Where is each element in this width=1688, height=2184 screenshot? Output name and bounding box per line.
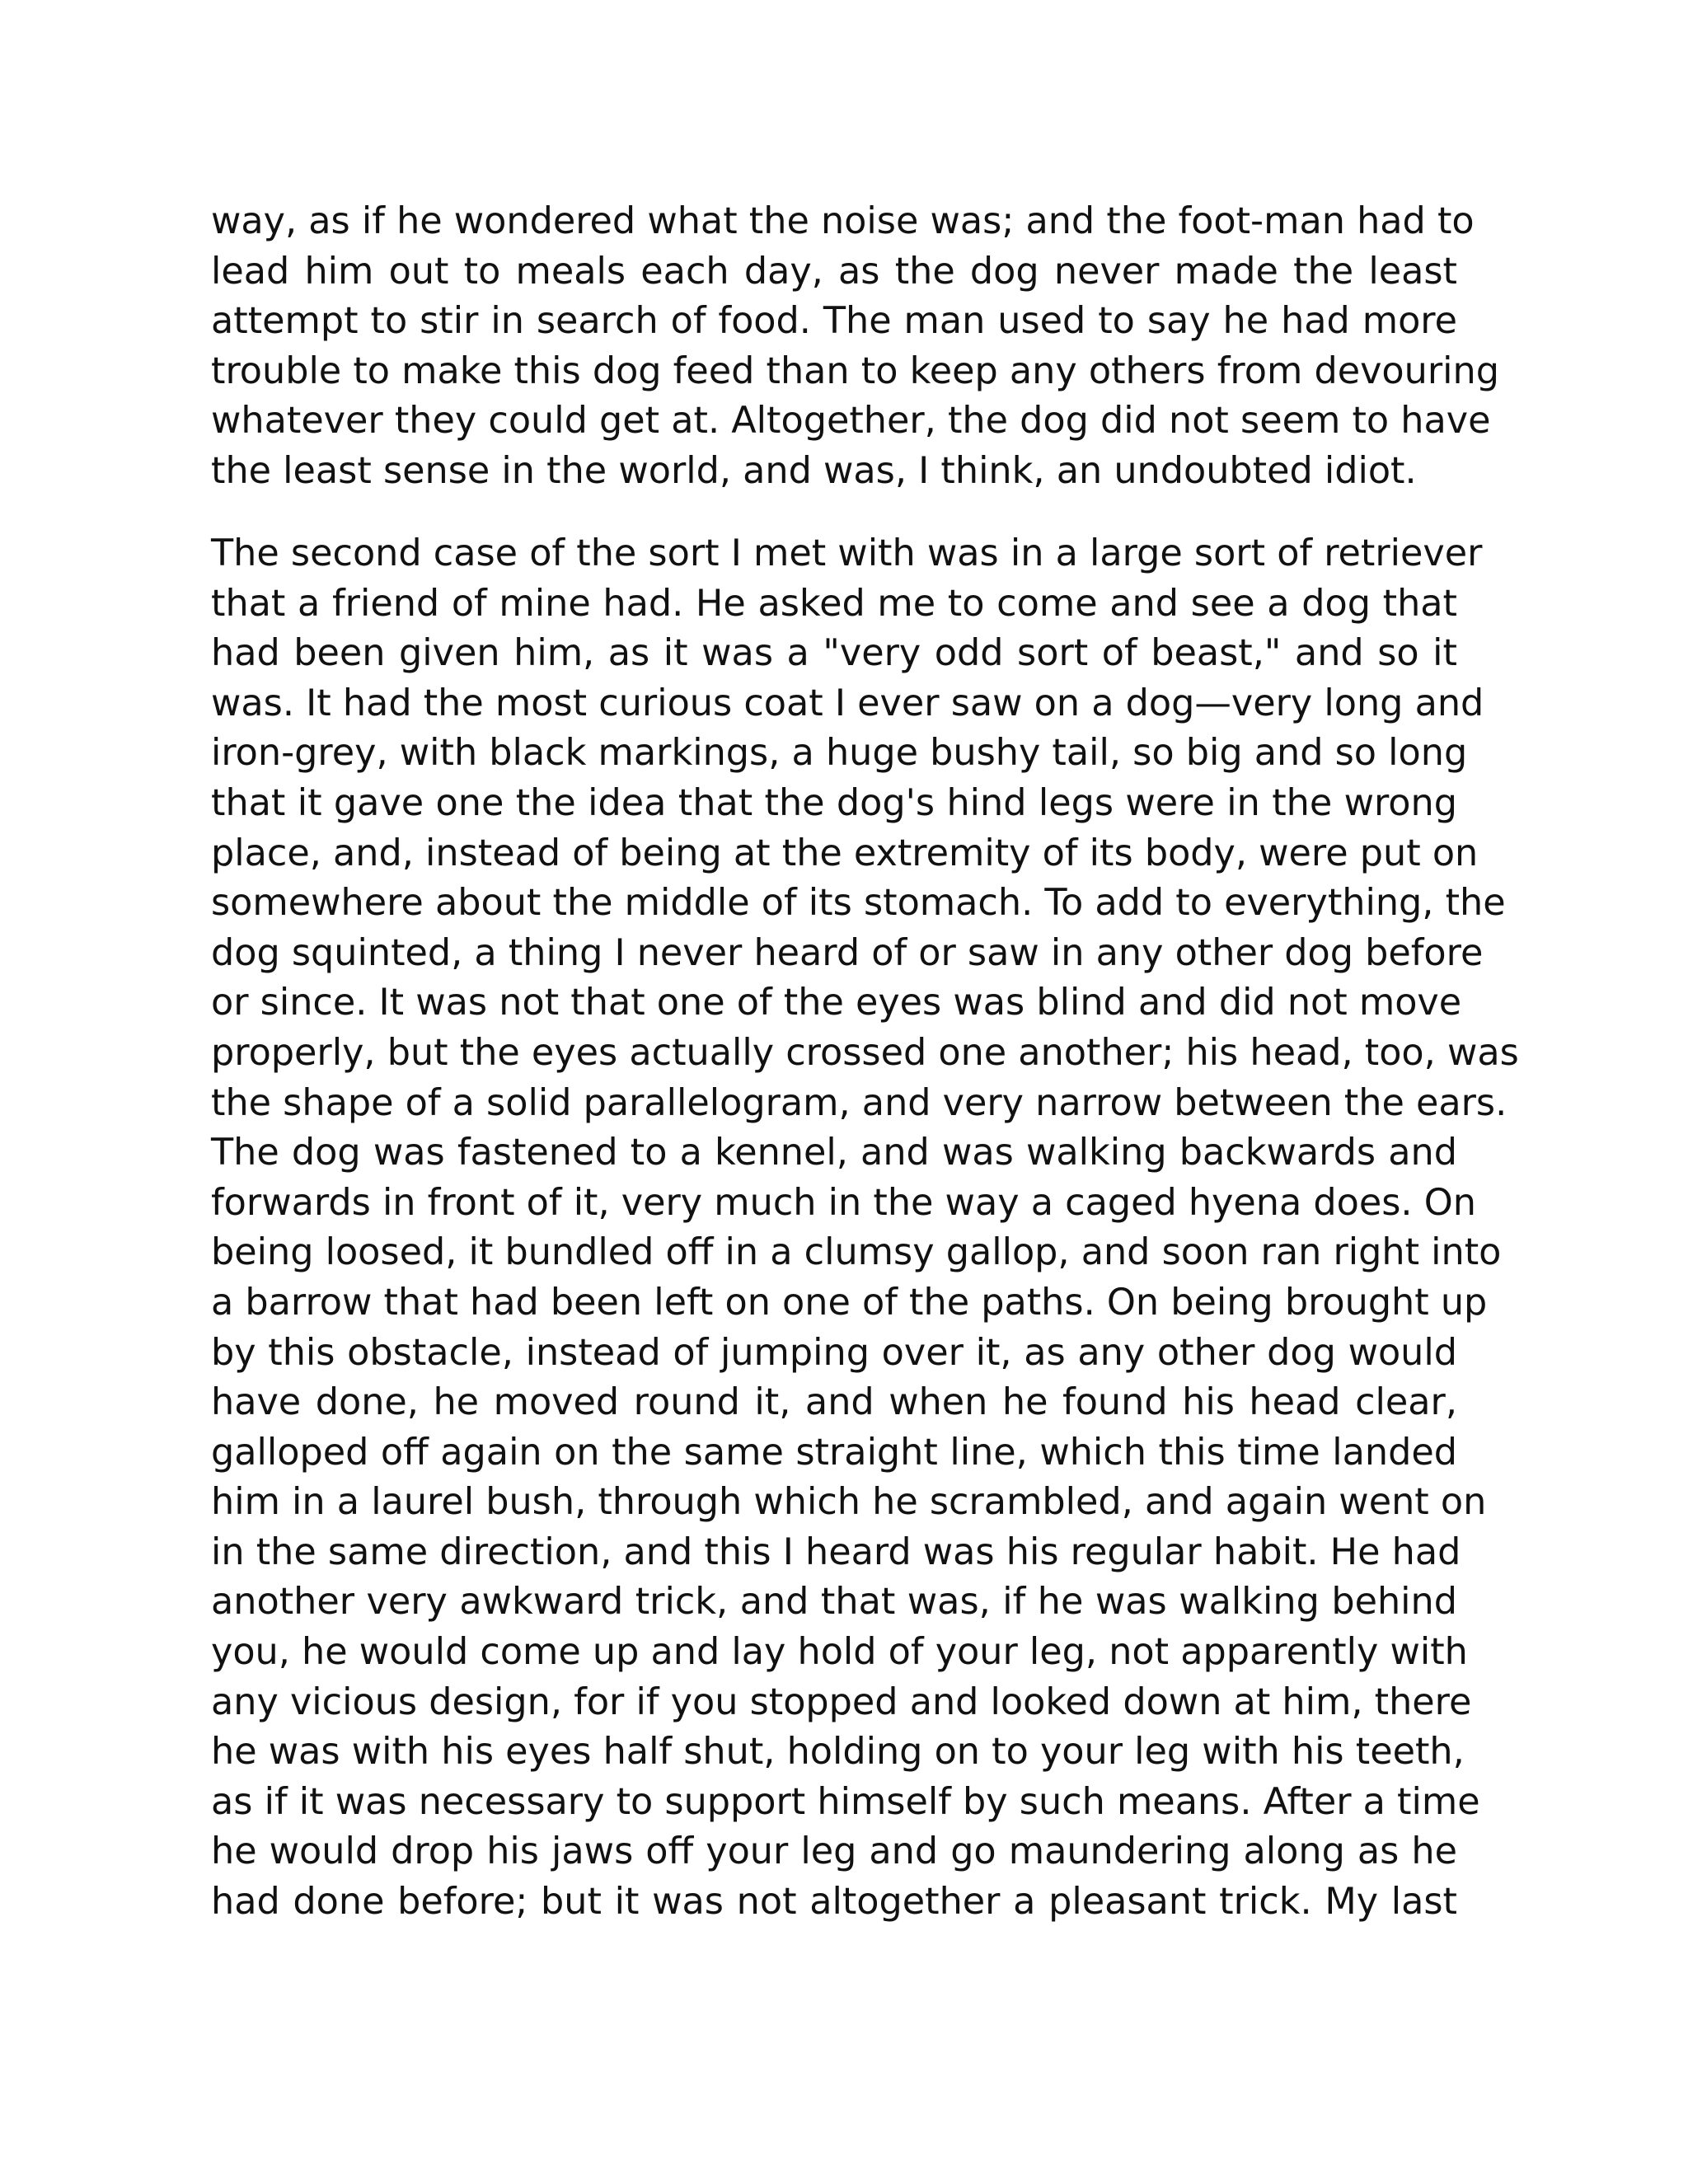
text-line: in the same direction, and this I heard was his regular habit. He had: [211, 1530, 1461, 1573]
text-line: he would drop his jaws off your leg and go maundering along as he: [211, 1830, 1457, 1873]
text-line: lead him out to meals each day, as the dog never made the least: [211, 250, 1457, 293]
text-line: galloped off again on the same straight line, which this time landed: [211, 1431, 1457, 1474]
text-line: as if it was necessary to support himself by such means. After a time: [211, 1780, 1480, 1823]
text-line: place, and, instead of being at the extremity of its body, were put on: [211, 832, 1479, 874]
text-line: any vicious design, for if you stopped and looked down at him, there: [211, 1680, 1472, 1723]
text-line: another very awkward trick, and that was, if he was walking behind: [211, 1581, 1457, 1624]
text-line: you, he would come up and lay hold of your leg, not apparently with: [211, 1631, 1468, 1674]
text-line: trouble to make this dog feed than to keep any others from devouring: [211, 349, 1499, 392]
text-line: a barrow that had been left on one of the paths. On being brought up: [211, 1281, 1488, 1324]
text-line: the least sense in the world, and was, I think, an undoubted idiot.: [211, 449, 1417, 492]
text-line: forwards in front of it, very much in the way a caged hyena does. On: [211, 1181, 1476, 1224]
text-line: that a friend of mine had. He asked me to come and see a dog that: [211, 582, 1457, 625]
text-line: whatever they could get at. Altogether, the dog did not seem to have: [211, 400, 1491, 443]
text-line: had done before; but it was not altogether a pleasant trick. My last: [211, 1881, 1457, 1924]
paragraph-2: [211, 529, 1519, 1928]
text-line: the shape of a solid parallelogram, and very narrow between the ears.: [211, 1081, 1507, 1124]
text-line: The dog was fastened to a kennel, and was walking backwards and: [211, 1132, 1457, 1174]
text-line: or since. It was not that one of the eyes was blind and did not move: [211, 982, 1462, 1024]
text-line: was. It had the most curious coat I ever saw on a dog—very long and: [211, 682, 1484, 724]
text-line: way, as if he wondered what the noise was; and the foot-man had to: [211, 200, 1475, 242]
text-line: had been given him, as it was a "very odd sort of beast," and so it: [211, 632, 1457, 675]
text-line: dog squinted, a thing I never heard of or saw in any other dog before: [211, 931, 1484, 974]
text-line: attempt to stir in search of food. The man used to say he had more: [211, 300, 1457, 343]
text-line: somewhere about the middle of its stomach. To add to everything, the: [211, 882, 1506, 925]
text-line: him in a laurel bush, through which he scrambled, and again went on: [211, 1481, 1487, 1524]
paragraph-1: [211, 197, 1499, 497]
text-line: properly, but the eyes actually crossed one another; his head, too, was: [211, 1031, 1519, 1074]
text-line: he was with his eyes half shut, holding on to your leg with his teeth,: [211, 1731, 1465, 1774]
text-line: The second case of the sort I met with was in a large sort of retriever: [211, 532, 1483, 574]
text-line: that it gave one the idea that the dog's hind legs were in the wrong: [211, 781, 1457, 824]
text-line: by this obstacle, instead of jumping over it, as any other dog would: [211, 1331, 1457, 1374]
text-line: iron-grey, with black markings, a huge bushy tail, so big and so long: [211, 732, 1468, 775]
text-line: being loosed, it bundled off in a clumsy gallop, and soon ran right into: [211, 1231, 1502, 1274]
text-line: have done, he moved round it, and when he found his head clear,: [211, 1381, 1457, 1424]
